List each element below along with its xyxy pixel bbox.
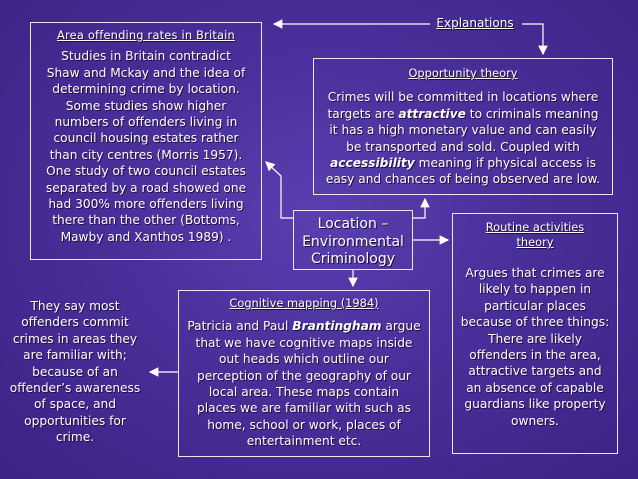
center-topic-line-2: Environmental — [302, 233, 404, 250]
opportunity-theory-title: Opportunity theory — [408, 66, 518, 80]
opportunity-accessibility-emphasis: accessibility — [330, 156, 415, 171]
routine-activities-body: Argues that crimes are likely to happen in particular places because of three things: There are likely offenders in the area, attractive targets and an absence of capable guardians like property owners. — [460, 266, 610, 428]
cognitive-mapping-box — [178, 290, 430, 457]
cognitive-mapping-body: that we have cognitive maps inside out heads which outline our perception of the geography of our local area. These maps contain places we are familiar with such as home, school or work, places of entertainment etc. — [195, 335, 413, 449]
they-say-text: They say most offenders commit crimes in areas they are familiar with; because of an offender’s awareness of space, and opportunities for crime. — [9, 299, 141, 445]
routine-activities-box — [452, 213, 618, 454]
center-topic-box — [293, 210, 413, 270]
area-offending-box — [30, 22, 262, 260]
cognitive-line-1: Patricia and Paul Brantingham argue — [187, 319, 421, 334]
opportunity-line-5: accessibility meaning if physical access is — [330, 156, 596, 171]
routine-activities-title: Routine activities theory — [485, 220, 585, 249]
opportunity-line-3: it has a high monetary value and can easily — [329, 123, 597, 138]
opportunity-line-6: easy and chances of being observed are low. — [325, 172, 601, 187]
area-offending-body: Studies in Britain contradict Shaw and Mckay and the idea of determining crime by location. Some studies show higher numbers of offenders living in council housing estates rather than city centres (Morris 1957). One study of two council estates separated by a road showed one had 300% more offenders living there than the other (Bottoms, Mawby and Xanthos 1989) . — [45, 49, 247, 244]
brantingham-emphasis: Brantingham — [292, 319, 382, 334]
cognitive-mapping-title: Cognitive mapping (1984) — [229, 296, 379, 310]
opportunity-line-1: Crimes will be committed in locations where — [327, 90, 599, 105]
area-offending-title: Area offending rates in Britain — [57, 28, 235, 42]
opportunity-attractive-emphasis: attractive — [398, 106, 466, 121]
center-topic-line-1: Location – — [317, 216, 389, 232]
arrow-explanations-to-opportunity — [522, 24, 543, 54]
arrow-center-to-area — [266, 162, 293, 218]
opportunity-line-2: targets are attractive to criminals meaning — [327, 106, 599, 121]
center-topic-line-3: Criminology — [310, 251, 395, 267]
opportunity-line-4: be transported and sold. Coupled with — [346, 139, 580, 154]
explanations-heading: Explanations — [436, 16, 514, 30]
arrow-center-to-opportunity — [413, 199, 425, 218]
opportunity-theory-box — [313, 58, 613, 195]
